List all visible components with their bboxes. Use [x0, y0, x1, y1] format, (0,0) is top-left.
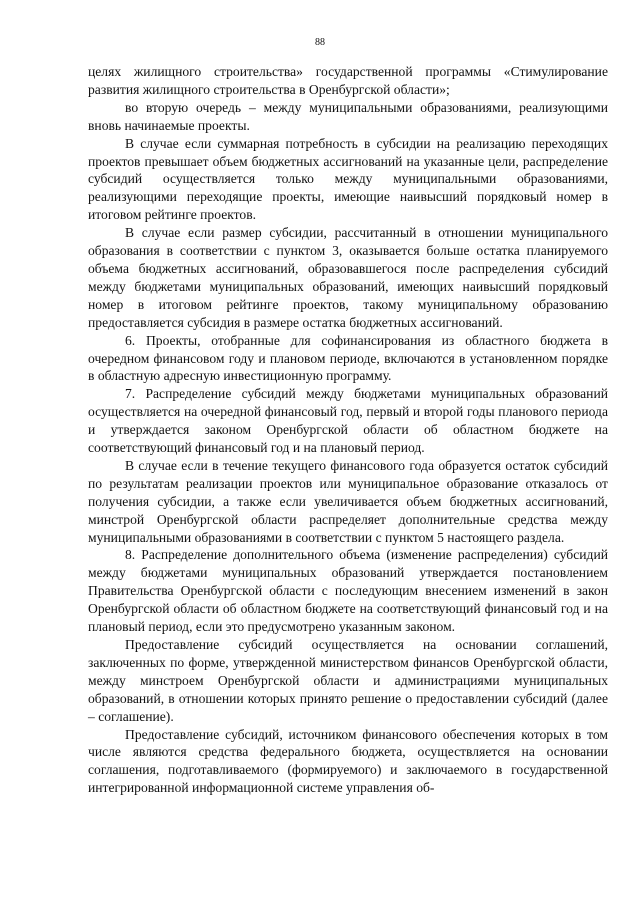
paragraph-item-6: 6. Проекты, отобранные для софинансирования из областного бюджета в очередном финансовом году и плановом периоде, включаются в установленном порядке в областную адресную инвестиционную программу.: [88, 332, 608, 384]
page-number: 88: [315, 37, 325, 48]
paragraph: В случае если в течение текущего финансового года образуется остаток субсидий по результатам реализации проектов или муниципальное образование отказалось от получения субсидии, а также если увеличивается объем бюджетных ассигнований, минстрой Оренбургской области распределяет дополнительные средства между муниципальными образованиями в соответствии с пунктом 5 настоящего раздела.: [88, 457, 608, 545]
paragraph: В случае если размер субсидии, рассчитанный в отношении муниципального образования в соответствии с пунктом 3, оказывается больше остатка планируемого объема бюджетных ассигнований, образовавшегося после распределения субсидий между бюджетами муниципальных образований, имеющих наивысший порядковый номер в итоговом рейтинге проектов, такому муниципальному образованию предоставляется субсидия в размере остатка бюджетных ассигнований.: [88, 225, 608, 330]
paragraph-item-8: 8. Распределение дополнительного объема (изменение распределения) субсидий между бюджетами муниципальных образований утверждается постановлением Правительства Оренбургской области с последующим внесением изменений в закон Оренбургской области об областном бюджете на соответствующий финансовый год и на плановый период, если это предусмотрено указанным законом.: [88, 547, 608, 635]
paragraph-continuation: целях жилищного строительства» государственной программы «Стимулирование развития жилищного строительства в Оренбургской области»;: [88, 64, 608, 97]
paragraph-item-7: 7. Распределение субсидий между бюджетами муниципальных образований осуществляется на очередной финансовый год, первый и второй годы планового периода и утверждается законом Оренбургской области об областном бюджете на соответствующий финансовый год и на плановый период.: [88, 386, 608, 456]
paragraph: во вторую очередь – между муниципальными образованиями, реализующими вновь начинаемые проекты.: [88, 99, 608, 133]
document-body: [88, 63, 608, 797]
paragraph: Предоставление субсидий, источником финансового обеспечения которых в том числе являются средства федерального бюджета, осуществляется на основании соглашения, подготавливаемого (формируемого) и заключаемого в государственной интегрированной информационной системе управления об-: [88, 726, 608, 796]
paragraph: Предоставление субсидий осуществляется на основании соглашений, заключенных по форме, утвержденной министерством финансов Оренбургской области, между минстроем Оренбургской области и администрациями муниципальных образований, в отношении которых принято решение о предоставлении субсидий (далее – соглашение).: [88, 637, 608, 724]
paragraph: В случае если суммарная потребность в субсидии на реализацию переходящих проектов превышает объем бюджетных ассигнований на указанные цели, распределение субсидий осуществляется только между муниципальными образованиями, реализующими переходящие проекты, имеющие наивысший порядковый номер в итоговом рейтинге проектов.: [88, 135, 608, 223]
